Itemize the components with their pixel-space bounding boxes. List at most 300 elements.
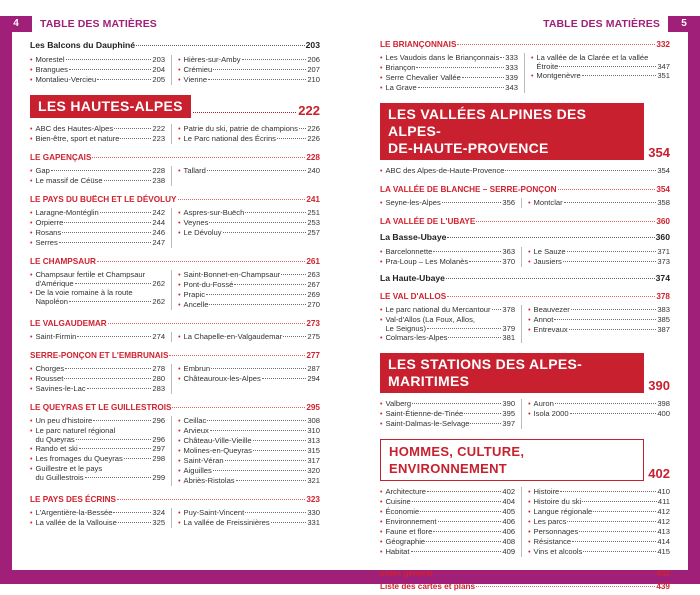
toc-entry[interactable] [380, 409, 515, 419]
toc-entry[interactable] [178, 228, 320, 238]
entry-line[interactable] [534, 537, 670, 546]
entry-page: 206 [307, 55, 320, 64]
entry-title: Annot [533, 315, 554, 324]
entry-line[interactable] [35, 444, 165, 453]
toc-entry[interactable] [30, 518, 165, 528]
leader-dots [124, 458, 152, 459]
entry-line[interactable] [534, 315, 670, 324]
toc-entry[interactable] [30, 65, 165, 75]
toc-entry[interactable] [178, 300, 320, 310]
entry-line[interactable] [184, 228, 320, 237]
entry-page: 270 [307, 300, 320, 309]
running-title-right: TABLE DES MATIÈRES [543, 18, 660, 30]
toc-entry[interactable] [30, 55, 165, 65]
toc-entry[interactable] [380, 305, 515, 315]
entry-title: Gap [35, 166, 50, 175]
bullet-icon: • [380, 168, 383, 175]
section-heading-balcons[interactable] [30, 40, 320, 50]
entry-line[interactable] [35, 238, 165, 247]
entry-line[interactable] [184, 75, 320, 84]
entry-page: 406 [502, 517, 516, 526]
entry-wrap [385, 315, 515, 333]
toc-entry[interactable] [30, 332, 165, 342]
toc-entry[interactable] [531, 71, 670, 81]
entry-title: Liste des cartes et plans [380, 582, 476, 591]
entry-line[interactable] [35, 364, 165, 373]
entry-line[interactable] [534, 247, 670, 256]
entry-line[interactable] [385, 507, 515, 516]
entry-line[interactable] [184, 466, 320, 475]
section-heading[interactable] [30, 257, 320, 266]
entry-line[interactable] [385, 333, 515, 342]
toc-entry[interactable] [30, 416, 165, 426]
entry-page: 331 [307, 518, 320, 527]
toc-entry[interactable] [380, 487, 515, 497]
bullet-icon: • [380, 65, 383, 72]
toc-entry[interactable] [528, 247, 670, 257]
entry-title: L'Argentière-la-Bessée [35, 508, 113, 517]
toc-entry[interactable] [178, 134, 320, 144]
section-heading[interactable] [30, 351, 320, 360]
chapter-heading[interactable] [30, 95, 320, 118]
entry-page: 207 [307, 65, 320, 74]
column-left [30, 166, 172, 186]
toc-entry[interactable] [178, 208, 320, 218]
column-right [528, 399, 670, 429]
toc-entry[interactable] [30, 464, 165, 482]
toc-entry[interactable] [178, 476, 320, 486]
toc-entry[interactable] [380, 166, 670, 176]
toc-entry[interactable] [528, 315, 670, 325]
toc-entry[interactable] [178, 166, 320, 176]
entry-line[interactable] [184, 134, 320, 143]
entry-line[interactable] [385, 247, 515, 256]
entry-line[interactable] [35, 384, 165, 393]
entry-line2[interactable] [385, 324, 515, 333]
entry-title: Crémieu [183, 65, 213, 74]
toc-entry[interactable] [30, 364, 165, 374]
entry-title: Colmars-les-Alpes [385, 333, 448, 342]
leader-dots [476, 221, 655, 222]
toc-entry[interactable] [30, 454, 165, 464]
toc-entry[interactable] [528, 325, 670, 335]
leader-dots [583, 551, 656, 552]
page-number-left: 4 [0, 16, 32, 32]
leader-dots [500, 57, 504, 58]
entry-title: Ancelle [183, 300, 209, 309]
entry-line[interactable] [184, 426, 320, 435]
leader-dots [582, 75, 657, 76]
entry-title: Châteauroux-les-Alpes [183, 374, 261, 383]
chapter-heading[interactable] [380, 103, 670, 160]
bullet-icon: • [528, 499, 531, 506]
entry-line[interactable] [536, 71, 670, 80]
entry-line[interactable] [35, 518, 165, 527]
toc-entry[interactable] [528, 257, 670, 267]
entry-title: Aspres-sur-Buëch [183, 208, 245, 217]
entry-line[interactable] [184, 364, 320, 373]
section-heading[interactable] [380, 582, 670, 591]
entry-line[interactable] [534, 399, 670, 408]
toc-entry[interactable] [178, 446, 320, 456]
section-heading[interactable] [30, 403, 320, 412]
toc-entry[interactable] [30, 176, 165, 186]
entry-title: du Queyras [35, 435, 75, 444]
entry-line[interactable] [385, 409, 515, 418]
leader-dots [572, 541, 656, 542]
toc-entry[interactable] [531, 53, 670, 71]
toc-entry[interactable] [528, 305, 670, 315]
toc-entry[interactable] [30, 374, 165, 384]
entry-title: Montgenèvre [536, 71, 581, 80]
toc-entry[interactable] [178, 364, 320, 374]
leader-dots [283, 336, 306, 337]
entry-line[interactable] [385, 547, 515, 556]
toc-entry[interactable] [380, 497, 515, 507]
entry-line[interactable] [385, 198, 515, 207]
leader-dots [442, 202, 502, 203]
section-heading[interactable] [30, 153, 320, 162]
entry-line2[interactable] [35, 279, 165, 288]
left-page [30, 40, 320, 530]
entry-line[interactable] [184, 166, 320, 175]
entry-line[interactable] [184, 416, 320, 425]
two-column-list [30, 166, 320, 186]
entry-title-line1: Guillestre et le pays [35, 464, 103, 473]
entry-line[interactable] [534, 257, 670, 266]
toc-entry[interactable] [528, 547, 670, 557]
entry-line[interactable] [184, 218, 320, 227]
entry-line[interactable] [35, 75, 165, 84]
bullet-icon: • [528, 539, 531, 546]
toc-entry[interactable] [380, 83, 518, 93]
entry-page: 315 [307, 446, 320, 455]
bullet-icon: • [380, 499, 383, 506]
entry-line[interactable] [385, 419, 515, 428]
leader-dots [76, 439, 152, 440]
entry-line[interactable] [35, 208, 165, 217]
toc-entry[interactable] [380, 53, 518, 63]
toc-entry[interactable] [380, 63, 518, 73]
leader-dots [555, 403, 657, 404]
toc-entry[interactable] [178, 290, 320, 300]
entry-line[interactable] [35, 332, 165, 341]
entry-page: 226 [307, 134, 320, 143]
entry-page: 432 [656, 569, 670, 578]
entry-title: Veynes [183, 218, 209, 227]
entry-line[interactable] [184, 280, 320, 289]
toc-entry[interactable] [30, 444, 165, 454]
toc-entry[interactable] [380, 247, 515, 257]
entry-line[interactable] [35, 124, 165, 133]
entry-title: Hières-sur-Amby [183, 55, 241, 64]
entry-line[interactable] [385, 527, 515, 536]
toc-entry[interactable] [178, 55, 320, 65]
toc-entry[interactable] [178, 508, 320, 518]
bullet-icon: • [178, 272, 181, 279]
chapter-heading[interactable] [380, 439, 670, 481]
entry-title: Les Balcons du Dauphiné [30, 40, 136, 50]
toc-entry[interactable] [380, 517, 515, 527]
entry-title: Le Parc national des Écrins [183, 134, 276, 143]
subsection-heading[interactable] [380, 232, 670, 242]
toc-entry[interactable] [30, 384, 165, 394]
toc-entry[interactable] [178, 456, 320, 466]
entry-line[interactable] [184, 290, 320, 299]
toc-entry[interactable] [178, 75, 320, 85]
entry-line[interactable] [385, 305, 515, 314]
entry-title: Économie [385, 507, 420, 516]
column-left [30, 508, 172, 528]
two-column-list [30, 332, 320, 342]
leader-dots [208, 79, 306, 80]
entry-line[interactable] [35, 65, 165, 74]
column-right [178, 124, 320, 144]
toc-entry[interactable] [30, 166, 165, 176]
entry-line[interactable] [35, 454, 165, 463]
entry-page: 222 [152, 124, 166, 133]
two-column-list [380, 53, 670, 93]
chapter-title-line1: LES VALLÉES ALPINES DES ALPES- [388, 106, 587, 139]
chapter-title-box: LES STATIONS DES ALPES-MARITIMES [380, 353, 644, 393]
entry-title: Le Seignus) [385, 324, 426, 333]
section-heading[interactable] [380, 40, 670, 49]
leader-dots [560, 491, 656, 492]
two-column-list [380, 198, 670, 208]
entry-line[interactable] [385, 537, 515, 546]
toc-entry[interactable] [380, 73, 518, 83]
entry-page: 262 [152, 279, 166, 288]
toc-entry[interactable] [528, 198, 670, 208]
entry-line[interactable] [184, 300, 320, 309]
entry-line[interactable] [534, 325, 670, 334]
toc-entry[interactable] [528, 507, 670, 517]
entry-line[interactable] [184, 508, 320, 517]
toc-entry[interactable] [30, 288, 165, 306]
entry-line[interactable] [184, 436, 320, 445]
bullet-icon: • [178, 77, 181, 84]
section-heading[interactable] [30, 195, 320, 204]
chapter-heading[interactable] [380, 353, 670, 393]
bullet-icon: • [528, 317, 531, 324]
bullet-icon: • [30, 418, 33, 425]
entry-line[interactable] [385, 53, 518, 62]
entry-title: Géographie [385, 537, 426, 546]
toc-entry[interactable] [380, 257, 515, 267]
toc-entry[interactable] [528, 497, 670, 507]
entry-line[interactable] [385, 257, 515, 266]
toc-entry[interactable] [380, 399, 515, 409]
entry-line2[interactable] [536, 62, 670, 71]
entry-line[interactable] [184, 270, 320, 279]
entry-line[interactable] [35, 55, 165, 64]
toc-entry[interactable] [380, 537, 515, 547]
section-heading[interactable] [380, 292, 670, 301]
entry-line[interactable] [385, 487, 515, 496]
toc-entry[interactable] [30, 228, 165, 238]
toc-entry[interactable] [380, 333, 515, 343]
entry-line[interactable] [184, 55, 320, 64]
entry-line[interactable] [35, 508, 165, 517]
toc-entry[interactable] [30, 134, 165, 144]
entry-line[interactable] [184, 374, 320, 383]
entry-line[interactable] [35, 176, 165, 185]
leader-dots [447, 237, 654, 238]
entry-title: Habitat [385, 547, 410, 556]
section-heading[interactable] [380, 217, 670, 226]
toc-entry[interactable] [178, 426, 320, 436]
section-heading[interactable] [30, 319, 320, 328]
leader-dots [75, 283, 152, 284]
toc-entry[interactable] [178, 65, 320, 75]
toc-entry[interactable] [178, 518, 320, 528]
entry-line[interactable] [385, 166, 670, 175]
entry-line[interactable] [534, 527, 670, 536]
entry-line2[interactable] [35, 473, 165, 482]
entry-line[interactable] [35, 218, 165, 227]
entry-line[interactable] [184, 332, 320, 341]
toc-entry[interactable] [528, 409, 670, 419]
toc-entry[interactable] [528, 537, 670, 547]
entry-line[interactable] [385, 63, 518, 72]
entry-line[interactable] [534, 305, 670, 314]
entry-line[interactable] [184, 518, 320, 527]
toc-entry[interactable] [528, 399, 670, 409]
leader-dots [209, 222, 306, 223]
toc-entry[interactable] [380, 547, 515, 557]
entry-line[interactable] [184, 124, 320, 133]
section-heading[interactable] [380, 569, 670, 578]
bullet-icon: • [380, 55, 383, 62]
entry-line[interactable] [385, 83, 518, 92]
entry-title: Embrun [183, 364, 211, 373]
bullet-icon: • [178, 376, 181, 383]
toc-entry[interactable] [30, 238, 165, 248]
entry-line[interactable] [184, 476, 320, 485]
entry-title: Rosans [35, 228, 62, 237]
toc-entry[interactable] [30, 508, 165, 518]
chapter-title-box: LES HAUTES-ALPES [30, 95, 191, 118]
entry-page: 242 [152, 208, 166, 217]
entry-page: 263 [307, 270, 320, 279]
entry-page: 228 [306, 153, 320, 162]
section-heading[interactable] [30, 495, 320, 504]
toc-entry[interactable] [178, 374, 320, 384]
entry-title: Laragne-Montéglin [35, 208, 99, 217]
toc-entry[interactable] [380, 198, 515, 208]
toc-entry[interactable] [30, 218, 165, 228]
toc-entry[interactable] [178, 466, 320, 476]
entry-line[interactable] [35, 134, 165, 143]
section-heading[interactable] [380, 185, 670, 194]
entry-line[interactable] [385, 517, 515, 526]
toc-entry[interactable] [528, 487, 670, 497]
entry-page: 240 [307, 166, 320, 175]
entry-title: Bien-être, sport et nature [35, 134, 120, 143]
leader-dots [120, 138, 151, 139]
two-column-list [30, 208, 320, 248]
subsection-heading[interactable] [380, 273, 670, 283]
leader-dots [299, 128, 306, 129]
toc-entry[interactable] [178, 332, 320, 342]
entry-line[interactable] [385, 73, 518, 82]
bullet-icon: • [380, 519, 383, 526]
toc-entry[interactable] [30, 270, 165, 288]
entry-page: 378 [656, 292, 670, 301]
entry-line[interactable] [385, 497, 515, 506]
toc-entry[interactable] [528, 527, 670, 537]
bullet-icon: • [30, 466, 33, 473]
column-right [178, 416, 320, 486]
toc-entry[interactable] [30, 75, 165, 85]
entry-page: 299 [152, 473, 166, 482]
toc-entry[interactable] [30, 208, 165, 218]
entry-line[interactable] [184, 65, 320, 74]
leader-dots [505, 170, 656, 171]
entry-title: Cuisine [385, 497, 411, 506]
entry-line[interactable] [534, 497, 670, 506]
entry-line[interactable] [184, 446, 320, 455]
toc-entry[interactable] [380, 315, 515, 333]
toc-entry[interactable] [178, 436, 320, 446]
entry-page: 261 [306, 257, 320, 266]
toc-entry[interactable] [380, 419, 515, 429]
entry-line[interactable] [35, 374, 165, 383]
entry-title: Vins et alcools [533, 547, 583, 556]
entry-line[interactable] [35, 416, 165, 425]
leader-dots [69, 69, 151, 70]
toc-entry[interactable] [178, 280, 320, 290]
entry-line[interactable] [184, 208, 320, 217]
entry-wrap [536, 53, 670, 71]
bullet-icon: • [380, 335, 383, 342]
entry-title: Orpierre [35, 218, 64, 227]
toc-entry[interactable] [30, 426, 165, 444]
entry-line[interactable] [385, 399, 515, 408]
leader-dots [567, 521, 656, 522]
toc-entry[interactable] [178, 416, 320, 426]
toc-entry[interactable] [380, 527, 515, 537]
toc-entry[interactable] [380, 507, 515, 517]
toc-entry[interactable] [178, 124, 320, 134]
bullet-icon: • [380, 411, 383, 418]
entry-title: Les fromages du Queyras [35, 454, 123, 463]
entry-line[interactable] [534, 487, 670, 496]
entry-line[interactable] [534, 507, 670, 516]
entry-line[interactable] [35, 228, 165, 237]
entry-line2[interactable] [35, 435, 165, 444]
entry-line[interactable] [184, 456, 320, 465]
leader-dots [62, 232, 151, 233]
entry-line2[interactable] [35, 297, 165, 306]
toc-entry[interactable] [528, 517, 670, 527]
toc-entry[interactable] [30, 124, 165, 134]
toc-entry[interactable] [178, 218, 320, 228]
entry-line[interactable] [534, 409, 670, 418]
bullet-icon: • [528, 549, 531, 556]
entry-line[interactable] [534, 517, 670, 526]
leader-dots [79, 448, 152, 449]
entry-title: Puy-Saint-Vincent [183, 508, 245, 517]
entry-line[interactable] [534, 198, 670, 207]
chapter-page: 390 [648, 378, 670, 393]
entry-line[interactable] [35, 166, 165, 175]
entry-line[interactable] [534, 547, 670, 556]
entry-page: 251 [307, 208, 320, 217]
toc-entry[interactable] [178, 270, 320, 280]
bullet-icon: • [30, 272, 33, 279]
leader-dots [172, 407, 305, 408]
